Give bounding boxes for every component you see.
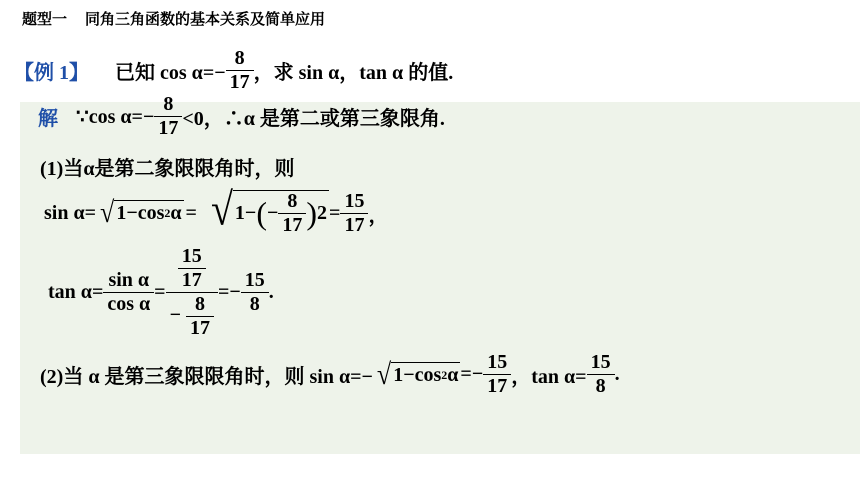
power-two: 2 — [317, 202, 328, 224]
line1-denominator: 17 — [154, 116, 182, 139]
case2-tan-denominator: 8 — [587, 374, 615, 397]
case2-denominator: 17 — [483, 374, 511, 397]
inner-denominator: 17 — [278, 213, 306, 236]
example-tag: 【例 1】 — [14, 62, 89, 84]
num-17: 17 — [178, 268, 206, 291]
right-paren: ) — [306, 195, 318, 231]
sin-equation — [44, 183, 389, 236]
sqrt-expression-1 — [100, 195, 184, 230]
comma: ， — [368, 204, 389, 227]
radical-sign: √ — [210, 183, 233, 235]
line1-text-b: <0，∴α 是第二或第三象限角. — [182, 108, 445, 130]
compound-fraction — [168, 246, 216, 339]
compound-numerator — [176, 246, 208, 292]
example-fraction — [228, 48, 252, 93]
equals-sign: = — [154, 281, 166, 303]
square-exponent: 2 — [441, 367, 448, 382]
example-text1: 已知 cos α=− — [115, 62, 226, 84]
case2-sqrt — [376, 357, 461, 391]
denominator-fraction — [188, 294, 212, 339]
alpha-symbol: α — [170, 202, 182, 224]
sin-alpha: sin α — [108, 269, 150, 291]
numerator-fraction — [180, 246, 204, 291]
tan-result-numerator: 15 — [244, 269, 265, 291]
case2-tan-numerator: 15 — [590, 351, 611, 373]
sin-result-denominator: 17 — [340, 213, 368, 236]
line1-fraction — [156, 94, 180, 139]
heading-part2: 同角三角函数的基本关系及简单应用 — [85, 11, 326, 28]
case2-period: . — [614, 363, 620, 385]
section-heading — [22, 8, 325, 29]
case1-text: (1)当α是第二象限限角时，则 — [40, 158, 295, 180]
equals-sign: = — [329, 201, 341, 224]
left-paren: ( — [256, 195, 267, 231]
case2-text-a: (2)当 α 是第三象限限角时，则 sin α=− — [40, 366, 373, 388]
period: . — [268, 281, 274, 303]
case2-numerator: 15 — [487, 351, 508, 373]
den-8: 8 — [194, 293, 205, 315]
equals-sign: = — [185, 201, 197, 224]
sin-lhs: sin α= — [44, 201, 97, 224]
tan-result-denominator: 8 — [241, 292, 269, 315]
tan-result — [243, 270, 267, 315]
solution-label: 解 — [38, 108, 58, 130]
case2-sin-result — [485, 352, 509, 397]
minus-sign: − — [169, 304, 181, 327]
example-question — [14, 48, 453, 93]
tan-equation — [48, 246, 274, 339]
sin-result-numerator: 15 — [344, 189, 365, 212]
fraction-numerator: 8 — [234, 47, 245, 69]
fraction-denominator: 17 — [226, 70, 254, 93]
example-text2: ，求 sin α，tan α 的值. — [253, 62, 454, 84]
case2-sqrt-text: 1−cos — [393, 363, 442, 386]
alpha-symbol: α — [447, 363, 459, 386]
case2-text-b: =− — [460, 363, 484, 385]
sin-over-cos — [105, 270, 152, 315]
inner-numerator: 8 — [287, 190, 298, 212]
case2-tan-result — [589, 352, 613, 397]
cos-alpha: cos α — [103, 292, 154, 315]
sqrt1-text: 1−cos — [116, 202, 165, 224]
square-exponent: 2 — [164, 206, 171, 220]
sqrt2-text: 1− — [234, 202, 257, 224]
compound-denominator — [166, 292, 218, 339]
inner-fraction — [280, 191, 304, 236]
line1-text-a: ∵cos α=− — [76, 106, 155, 128]
radical-sign: √ — [376, 357, 392, 391]
case2-text-c: ，tan α= — [511, 366, 587, 388]
minus-sign: − — [266, 202, 279, 224]
sqrt-expression-2 — [210, 183, 329, 236]
case2-line — [40, 352, 620, 397]
equals-sign: = — [217, 281, 230, 303]
radical-sign: √ — [100, 195, 115, 230]
tan-lhs: tan α= — [48, 281, 104, 303]
den-17: 17 — [186, 316, 214, 339]
minus-sign: − — [229, 281, 241, 303]
heading-part1: 题型一 — [22, 11, 68, 28]
sin-result — [342, 191, 366, 236]
line1-numerator: 8 — [163, 93, 174, 115]
case1-heading — [40, 152, 294, 181]
solution-panel — [20, 93, 860, 454]
solution-line1 — [38, 94, 445, 139]
num-15: 15 — [181, 245, 202, 267]
